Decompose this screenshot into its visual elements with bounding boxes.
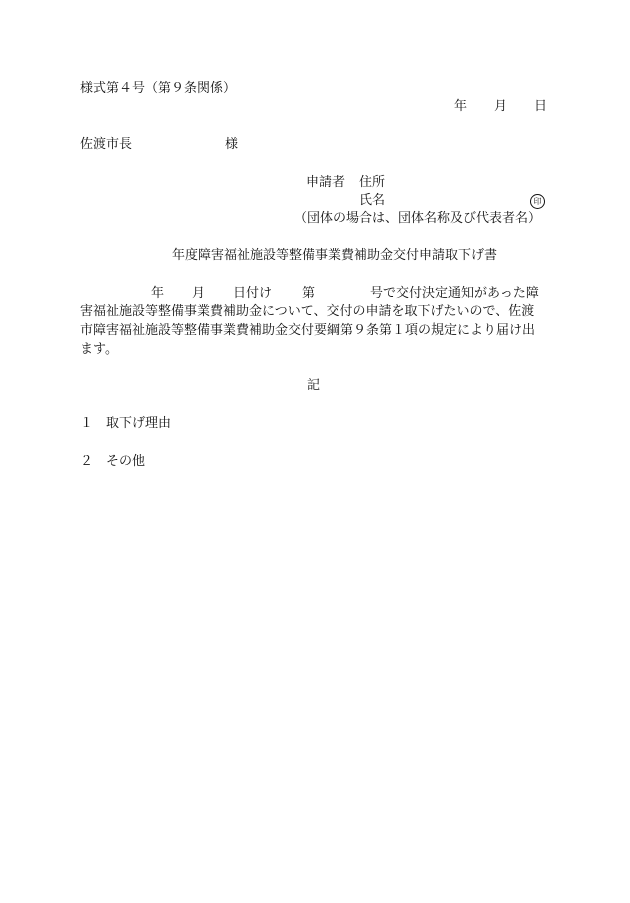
date-year-label: 年: [454, 99, 468, 114]
seal-mark: [530, 193, 545, 209]
body-ref-number-prefix: 第: [302, 286, 316, 301]
item-2-number: ２: [80, 454, 94, 469]
applicant-label: 申請者: [306, 175, 346, 190]
document-title: 年度障害福祉施設等整備事業費補助金交付申請取下げ書: [172, 248, 498, 263]
body-line2: 害福祉施設等整備事業費補助金について、交付の申請を取下げたいので、佐渡: [80, 304, 535, 319]
form-number: 様式第４号（第９条関係）: [80, 81, 237, 96]
ki-heading: 記: [307, 378, 321, 393]
item-1-number: １: [80, 416, 94, 431]
body-line3: 市障害福祉施設等整備事業費補助金交付要綱第９条第１項の規定により届け出: [80, 323, 536, 338]
addressee-name: 佐渡市長: [80, 137, 133, 152]
body-ref-year: 年: [151, 286, 165, 301]
seal-icon: 印: [530, 194, 545, 209]
body-ref-day: 日付け: [233, 286, 273, 301]
applicant-note: （団体の場合は、団体名称及び代表者名）: [294, 211, 542, 226]
item-2-label: その他: [106, 454, 146, 469]
applicant-name-label: 氏名: [359, 193, 386, 208]
body-line1-rest: 号で交付決定通知があった障: [370, 286, 539, 301]
body-ref-month: 月: [192, 286, 206, 301]
applicant-address-label: 住所: [359, 175, 386, 190]
date-day-label: 日: [534, 99, 548, 114]
body-line4: ます。: [80, 342, 118, 357]
date-month-label: 月: [494, 99, 508, 114]
addressee-honorific: 様: [225, 137, 239, 152]
item-1-label: 取下げ理由: [106, 416, 172, 431]
